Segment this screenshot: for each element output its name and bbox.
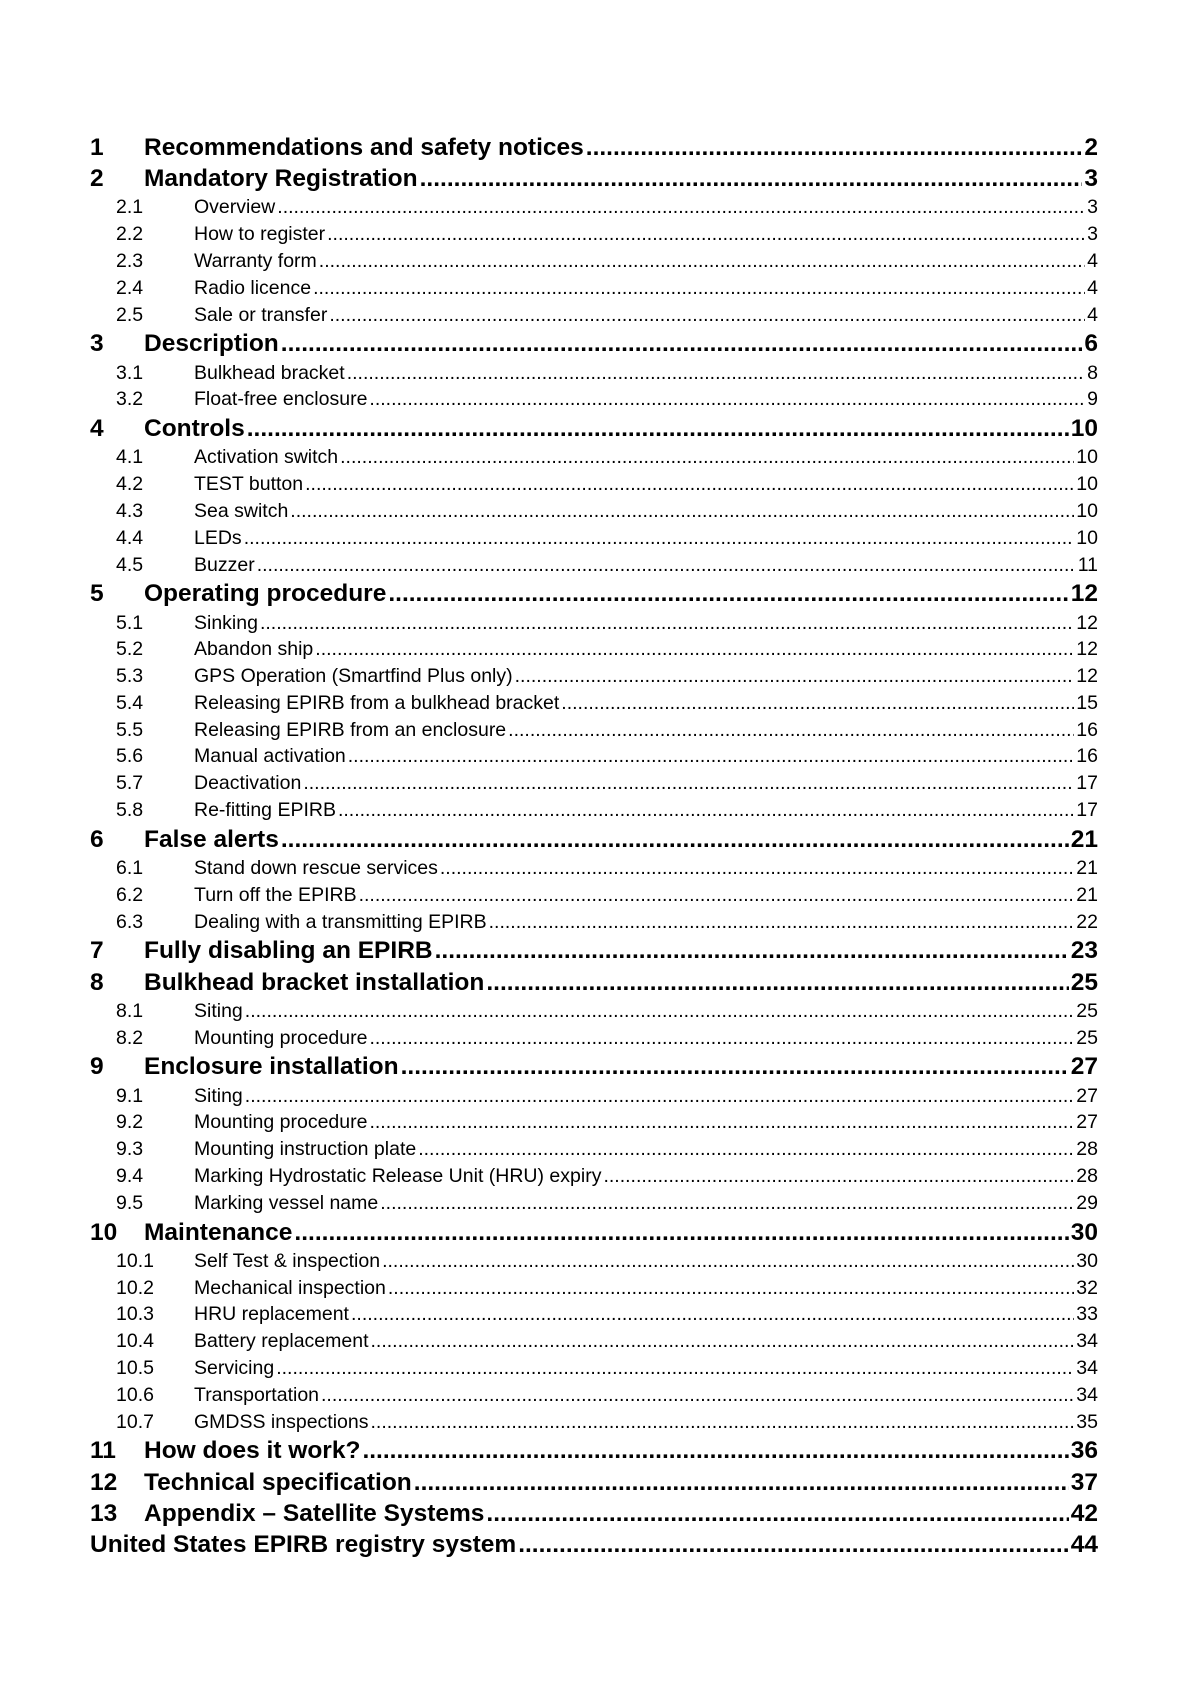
toc-dot-leader	[603, 1163, 1074, 1190]
toc-entry-title: TEST button	[194, 473, 304, 496]
toc-subsection-entry[interactable]	[90, 1301, 1098, 1328]
toc-entry-number: 9.5	[116, 1191, 144, 1214]
toc-entry-page: 11	[1077, 553, 1098, 576]
toc-entry-page: 15	[1076, 691, 1098, 714]
toc-section-entry[interactable]	[90, 1051, 1098, 1082]
toc-entry-number: 10	[90, 1218, 118, 1246]
toc-subsection-entry[interactable]	[90, 882, 1098, 909]
table-of-contents	[90, 132, 1098, 1560]
toc-entry-number: 5.6	[116, 745, 144, 768]
toc-section-entry[interactable]	[90, 328, 1098, 359]
toc-subsection-entry[interactable]	[90, 275, 1098, 302]
toc-entry-title: Activation switch	[194, 446, 339, 469]
toc-subsection-entry[interactable]	[90, 552, 1098, 579]
toc-subsection-entry[interactable]	[90, 1409, 1098, 1436]
toc-dot-leader	[348, 743, 1075, 770]
toc-entry-page: 23	[1070, 937, 1098, 965]
toc-entry-title: HRU replacement	[194, 1303, 349, 1326]
toc-entry-page: 3	[1087, 223, 1098, 246]
toc-entry-page: 2	[1084, 134, 1098, 161]
toc-dot-leader	[359, 882, 1075, 909]
toc-dot-leader	[247, 413, 1069, 444]
toc-entry-title: Mounting procedure	[194, 1026, 368, 1049]
toc-section-entry[interactable]	[90, 1529, 1098, 1560]
toc-dot-leader	[414, 1467, 1069, 1498]
toc-entry-title: Sea switch	[194, 499, 289, 522]
toc-entry-title: Mounting procedure	[194, 1111, 368, 1134]
toc-entry-number: 3	[90, 330, 104, 358]
toc-entry-title: Operating procedure	[144, 580, 387, 608]
toc-entry-title: Warranty form	[194, 249, 317, 272]
toc-entry-title: Buzzer	[194, 553, 255, 576]
toc-entry-number: 3.2	[116, 388, 144, 411]
toc-dot-leader	[315, 636, 1074, 663]
toc-entry-page: 32	[1076, 1276, 1098, 1299]
toc-entry-page: 21	[1076, 857, 1098, 880]
toc-dot-leader	[518, 1529, 1069, 1560]
toc-subsection-entry[interactable]	[90, 498, 1098, 525]
toc-entry-title: Enclosure installation	[144, 1053, 399, 1081]
toc-entry-title: Battery replacement	[194, 1330, 369, 1353]
toc-dot-leader	[486, 967, 1068, 998]
toc-dot-leader	[329, 302, 1085, 329]
toc-entry-number: 10.7	[116, 1410, 154, 1433]
toc-entry-page: 12	[1076, 665, 1098, 688]
toc-dot-leader	[371, 1328, 1075, 1355]
toc-subsection-entry[interactable]	[90, 1382, 1098, 1409]
toc-entry-title: Manual activation	[194, 745, 346, 768]
toc-dot-leader	[369, 1109, 1074, 1136]
toc-dot-leader	[276, 1355, 1074, 1382]
toc-entry-number: 2.5	[116, 303, 144, 326]
toc-entry-page: 21	[1070, 825, 1098, 853]
toc-entry-page: 4	[1087, 249, 1098, 272]
toc-entry-number: 10.3	[116, 1303, 154, 1326]
toc-dot-leader	[362, 1435, 1068, 1466]
toc-entry-number: 10.2	[116, 1276, 154, 1299]
toc-entry-page: 10	[1076, 446, 1098, 469]
toc-dot-leader	[515, 663, 1075, 690]
toc-entry-page: 21	[1076, 883, 1098, 906]
toc-dot-leader	[489, 909, 1075, 936]
toc-subsection-entry[interactable]	[90, 998, 1098, 1025]
toc-subsection-entry[interactable]	[90, 636, 1098, 663]
toc-entry-page: 16	[1076, 718, 1098, 741]
toc-subsection-entry[interactable]	[90, 248, 1098, 275]
toc-dot-leader	[380, 1190, 1074, 1217]
toc-subsection-entry[interactable]	[90, 1136, 1098, 1163]
toc-dot-leader	[281, 328, 1083, 359]
toc-entry-number: 4.4	[116, 526, 144, 549]
toc-dot-leader	[277, 194, 1085, 221]
toc-dot-leader	[294, 1217, 1068, 1248]
toc-entry-number: 8.2	[116, 1026, 144, 1049]
toc-dot-leader	[290, 498, 1074, 525]
toc-entry-title: Recommendations and safety notices	[144, 134, 584, 161]
toc-entry-number: 2.3	[116, 249, 144, 272]
toc-section-entry[interactable]	[90, 578, 1098, 609]
toc-subsection-entry[interactable]	[90, 770, 1098, 797]
toc-dot-leader	[586, 132, 1083, 163]
toc-entry-title: Overview	[194, 196, 276, 219]
toc-subsection-entry[interactable]	[90, 909, 1098, 936]
toc-dot-leader	[351, 1301, 1074, 1328]
toc-entry-page: 16	[1076, 745, 1098, 768]
toc-dot-leader	[561, 690, 1074, 717]
toc-entry-title: Bulkhead bracket installation	[144, 968, 485, 996]
toc-entry-number: 1	[90, 134, 104, 161]
toc-entry-title: Re-fitting EPIRB	[194, 799, 336, 822]
toc-entry-page: 10	[1076, 499, 1098, 522]
toc-entry-page: 30	[1070, 1218, 1098, 1246]
toc-dot-leader	[257, 552, 1076, 579]
toc-subsection-entry[interactable]	[90, 1025, 1098, 1052]
toc-subsection-entry[interactable]	[90, 444, 1098, 471]
toc-dot-leader	[347, 360, 1085, 387]
toc-entry-number: 10.1	[116, 1249, 154, 1272]
toc-section-entry[interactable]	[90, 1498, 1098, 1529]
toc-entry-page: 17	[1076, 799, 1098, 822]
toc-entry-page: 34	[1076, 1383, 1098, 1406]
toc-entry-title: Appendix – Satellite Systems	[144, 1499, 485, 1527]
toc-entry-title: Servicing	[194, 1356, 275, 1379]
toc-entry-page: 3	[1084, 165, 1098, 193]
toc-subsection-entry[interactable]	[90, 855, 1098, 882]
toc-entry-number: 4.2	[116, 473, 144, 496]
toc-subsection-entry[interactable]	[90, 1083, 1098, 1110]
toc-entry-title: Releasing EPIRB from an enclosure	[194, 718, 507, 741]
toc-entry-title: Siting	[194, 1084, 243, 1107]
toc-dot-leader	[245, 998, 1075, 1025]
toc-entry-page: 27	[1076, 1111, 1098, 1134]
toc-section-entry[interactable]	[90, 1217, 1098, 1248]
toc-dot-leader	[401, 1051, 1069, 1082]
toc-dot-leader	[382, 1248, 1074, 1275]
toc-dot-leader	[340, 444, 1074, 471]
toc-subsection-entry[interactable]	[90, 743, 1098, 770]
toc-entry-number: 2.2	[116, 223, 144, 246]
toc-dot-leader	[388, 1275, 1074, 1302]
toc-subsection-entry[interactable]	[90, 1248, 1098, 1275]
toc-section-entry[interactable]	[90, 163, 1098, 194]
toc-entry-page: 27	[1076, 1084, 1098, 1107]
toc-entry-title: GPS Operation (Smartfind Plus only)	[194, 665, 513, 688]
toc-dot-leader	[440, 855, 1074, 882]
toc-entry-page: 42	[1070, 1499, 1098, 1527]
toc-entry-number: 9.2	[116, 1111, 144, 1134]
toc-entry-title: Maintenance	[144, 1218, 293, 1246]
toc-entry-title: False alerts	[144, 825, 279, 853]
toc-entry-title: Stand down rescue services	[194, 857, 438, 880]
toc-entry-title: How does it work?	[144, 1437, 361, 1465]
toc-subsection-entry[interactable]	[90, 1163, 1098, 1190]
toc-subsection-entry[interactable]	[90, 717, 1098, 744]
toc-entry-page: 12	[1076, 611, 1098, 634]
toc-entry-number: 5	[90, 580, 104, 608]
toc-subsection-entry[interactable]	[90, 194, 1098, 221]
toc-entry-title: Mandatory Registration	[144, 165, 418, 193]
toc-entry-page: 25	[1076, 999, 1098, 1022]
toc-subsection-entry[interactable]	[90, 663, 1098, 690]
toc-entry-number: 10.6	[116, 1383, 154, 1406]
toc-entry-number: 5.2	[116, 638, 144, 661]
toc-section-entry[interactable]	[90, 935, 1098, 966]
toc-subsection-entry[interactable]	[90, 1275, 1098, 1302]
toc-dot-leader	[486, 1498, 1068, 1529]
toc-entry-page: 4	[1087, 303, 1098, 326]
toc-entry-title: Radio licence	[194, 276, 312, 299]
toc-entry-number: 5.1	[116, 611, 144, 634]
toc-entry-page: 27	[1070, 1053, 1098, 1081]
toc-dot-leader	[508, 717, 1074, 744]
toc-entry-title: United States EPIRB registry system	[90, 1530, 517, 1558]
toc-entry-page: 8	[1087, 361, 1098, 384]
toc-subsection-entry[interactable]	[90, 386, 1098, 413]
toc-section-entry[interactable]	[90, 413, 1098, 444]
toc-entry-title: Controls	[144, 415, 245, 443]
toc-entry-page: 28	[1076, 1138, 1098, 1161]
toc-entry-title: Siting	[194, 999, 243, 1022]
toc-entry-number: 5.8	[116, 799, 144, 822]
toc-section-entry[interactable]	[90, 1435, 1098, 1466]
toc-entry-number: 9.4	[116, 1165, 144, 1187]
toc-entry-title: LEDs	[194, 526, 242, 549]
toc-entry-number: 8	[90, 968, 104, 996]
toc-entry-number: 9.3	[116, 1138, 144, 1161]
toc-entry-page: 10	[1076, 473, 1098, 496]
toc-entry-title: Releasing EPIRB from a bulkhead bracket	[194, 691, 560, 714]
toc-subsection-entry[interactable]	[90, 1328, 1098, 1355]
toc-entry-title: Description	[144, 330, 279, 358]
toc-entry-title: Mounting instruction plate	[194, 1138, 417, 1161]
toc-subsection-entry[interactable]	[90, 1355, 1098, 1382]
toc-entry-page: 28	[1076, 1165, 1098, 1187]
toc-entry-title: Float-free enclosure	[194, 388, 368, 411]
toc-entry-number: 11	[90, 1437, 116, 1465]
toc-entry-page: 6	[1084, 330, 1098, 358]
toc-entry-number: 5.3	[116, 665, 144, 688]
toc-entry-page: 10	[1070, 415, 1098, 443]
toc-entry-page: 25	[1076, 1026, 1098, 1049]
toc-dot-leader	[418, 1136, 1074, 1163]
toc-entry-number: 6.1	[116, 857, 144, 880]
toc-entry-title: Technical specification	[144, 1468, 412, 1496]
toc-entry-number: 2.4	[116, 276, 144, 299]
toc-entry-title: Deactivation	[194, 772, 302, 795]
toc-dot-leader	[370, 1409, 1074, 1436]
toc-entry-number: 9.1	[116, 1084, 144, 1107]
toc-dot-leader	[435, 935, 1069, 966]
toc-entry-title: Marking vessel name	[194, 1191, 379, 1214]
toc-subsection-entry[interactable]	[90, 471, 1098, 498]
toc-entry-number: 5.7	[116, 772, 144, 795]
toc-dot-leader	[305, 471, 1074, 498]
toc-subsection-entry[interactable]	[90, 1190, 1098, 1217]
toc-entry-number: 4.5	[116, 553, 144, 576]
toc-entry-page: 12	[1076, 638, 1098, 661]
toc-entry-page: 36	[1070, 1437, 1098, 1465]
toc-entry-number: 13	[90, 1499, 118, 1527]
toc-dot-leader	[420, 163, 1083, 194]
toc-entry-title: Bulkhead bracket	[194, 361, 345, 384]
toc-entry-title: Sinking	[194, 611, 258, 634]
toc-entry-title: Abandon ship	[194, 638, 314, 661]
toc-entry-title: GMDSS inspections	[194, 1410, 369, 1433]
toc-entry-page: 33	[1076, 1303, 1098, 1326]
toc-entry-number: 8.1	[116, 999, 144, 1022]
toc-section-entry[interactable]	[90, 967, 1098, 998]
toc-entry-title: How to register	[194, 223, 326, 246]
toc-entry-page: 37	[1070, 1468, 1098, 1496]
toc-entry-title: Self Test & inspection	[194, 1249, 381, 1272]
toc-entry-page: 10	[1076, 526, 1098, 549]
toc-dot-leader	[388, 578, 1068, 609]
toc-entry-number: 10.4	[116, 1330, 154, 1353]
toc-subsection-entry[interactable]	[90, 525, 1098, 552]
toc-entry-title: Sale or transfer	[194, 303, 328, 326]
toc-entry-number: 4	[90, 415, 104, 443]
toc-entry-title: Turn off the EPIRB	[194, 883, 357, 906]
toc-entry-page: 35	[1076, 1410, 1098, 1433]
toc-entry-title: Fully disabling an EPIRB	[144, 937, 433, 965]
toc-entry-page: 22	[1076, 910, 1098, 933]
toc-dot-leader	[338, 797, 1074, 824]
toc-entry-page: 12	[1070, 580, 1098, 608]
toc-entry-number: 5.5	[116, 718, 144, 741]
toc-subsection-entry[interactable]	[90, 610, 1098, 637]
toc-entry-number: 4.3	[116, 499, 144, 522]
toc-entry-page: 34	[1076, 1356, 1098, 1379]
toc-dot-leader	[369, 386, 1085, 413]
toc-subsection-entry[interactable]	[90, 690, 1098, 717]
toc-entry-page: 25	[1070, 968, 1098, 996]
toc-entry-number: 3.1	[116, 361, 144, 384]
toc-entry-number: 12	[90, 1468, 118, 1496]
toc-entry-page: 30	[1076, 1249, 1098, 1272]
toc-entry-title: Transportation	[194, 1383, 320, 1406]
toc-subsection-entry[interactable]	[90, 797, 1098, 824]
toc-dot-leader	[245, 1083, 1075, 1110]
toc-subsection-entry[interactable]	[90, 1109, 1098, 1136]
toc-dot-leader	[369, 1025, 1074, 1052]
toc-dot-leader	[321, 1382, 1074, 1409]
toc-section-entry[interactable]	[90, 132, 1098, 163]
toc-entry-number: 6.3	[116, 910, 144, 933]
toc-entry-number: 4.1	[116, 446, 144, 469]
toc-dot-leader	[319, 248, 1085, 275]
toc-entry-title: Marking Hydrostatic Release Unit (HRU) expiry	[194, 1165, 602, 1187]
toc-entry-title: Mechanical inspection	[194, 1276, 386, 1299]
toc-dot-leader	[260, 610, 1074, 637]
toc-entry-page: 9	[1087, 388, 1098, 411]
toc-entry-page: 17	[1076, 772, 1098, 795]
toc-entry-page: 3	[1087, 196, 1098, 219]
toc-entry-number: 6	[90, 825, 104, 853]
toc-dot-leader	[303, 770, 1074, 797]
toc-entry-number: 9	[90, 1053, 104, 1081]
toc-entry-number: 2.1	[116, 196, 144, 219]
toc-dot-leader	[327, 221, 1085, 248]
toc-subsection-entry[interactable]	[90, 221, 1098, 248]
toc-entry-page: 34	[1076, 1330, 1098, 1353]
toc-entry-page: 44	[1070, 1530, 1098, 1558]
toc-entry-number: 10.5	[116, 1356, 154, 1379]
toc-entry-number: 6.2	[116, 883, 144, 906]
toc-entry-number: 2	[90, 165, 104, 193]
toc-dot-leader	[313, 275, 1085, 302]
toc-subsection-entry[interactable]	[90, 302, 1098, 329]
toc-entry-number: 5.4	[116, 691, 144, 714]
toc-subsection-entry[interactable]	[90, 360, 1098, 387]
toc-dot-leader	[244, 525, 1075, 552]
toc-section-entry[interactable]	[90, 824, 1098, 855]
toc-entry-title: Dealing with a transmitting EPIRB	[194, 910, 487, 933]
toc-dot-leader	[281, 824, 1069, 855]
toc-entry-page: 29	[1076, 1191, 1098, 1214]
toc-entry-page: 4	[1087, 276, 1098, 299]
toc-entry-number: 7	[90, 937, 104, 965]
toc-section-entry[interactable]	[90, 1467, 1098, 1498]
